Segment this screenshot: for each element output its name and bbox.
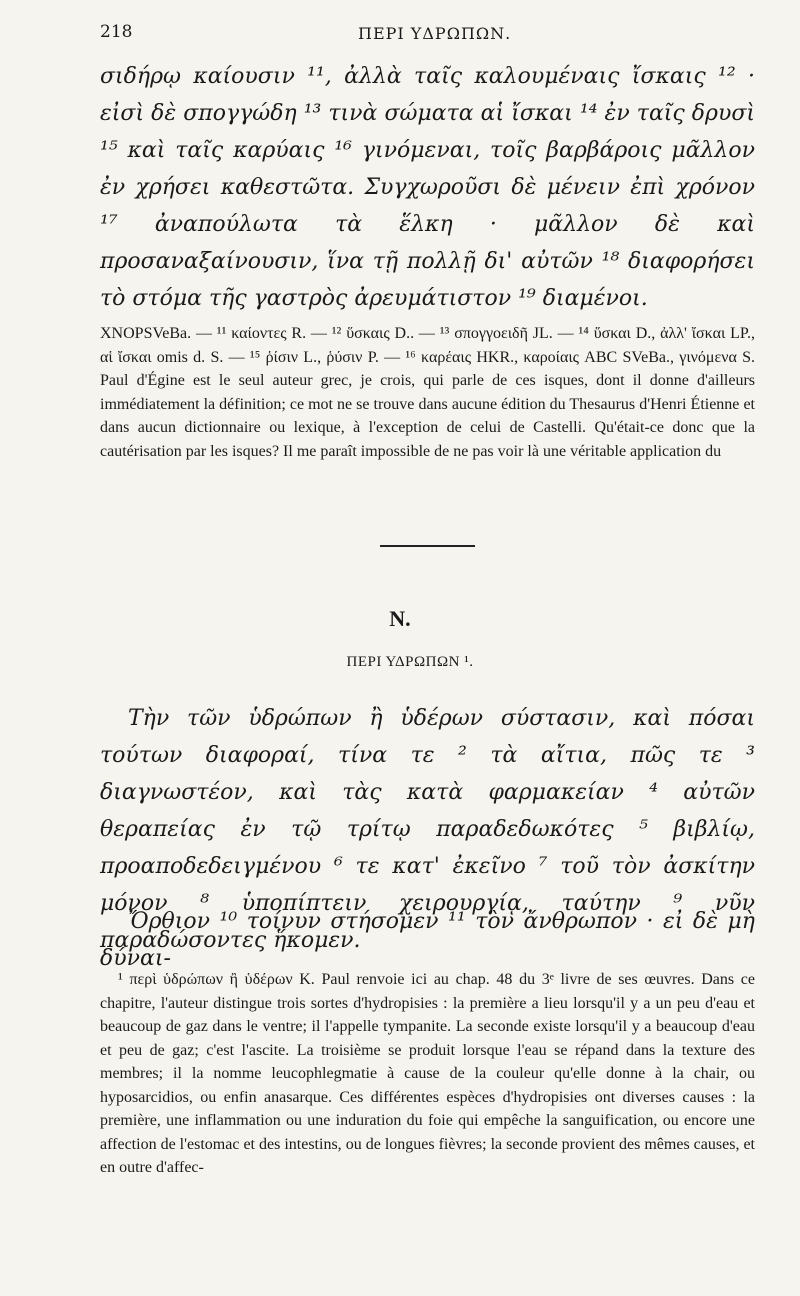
section-letter: N. <box>389 606 411 631</box>
footnote-1-text: ¹ περὶ ὑδρώπων ἢ ὑδέρων K. Paul renvoie ici au chap. 48 du 3ᵉ livre de ses œuvres. Dans ce chapitre, l'auteur distingue trois sortes d'hydropisies : la première a lieu lorsqu'il y a un peu d'eau et beaucoup de gaz dans le ventre; il l'appelle tympanite. La seconde existe lorsqu'il y a beaucoup d'eau et peu de gaz; c'est l'ascite. La troisième se produit lorsque l'eau se répand dans la texture des membres; il la nomme leucophlegmatie à cause de la couleur qu'elle donne à la chair, ou hyposarcidios, ou enfin anasarque. Ces différentes espèces d'hydropisies ont diverses causes : la première, une inflammation ou une induration du foie qui empêche la sanguification, ou encore une affection de l'estomac et des intestins, ou de longues fièvres; la seconde provient des mêmes causes, et en outre d'affec- <box>100 971 755 1176</box>
footnote-bottom <box>100 968 755 1180</box>
section-divider <box>380 545 475 547</box>
footnote-apparatus-top: XNOPSVeBa. — ¹¹ καίοντες R. — ¹² ὕσκαις D.. — ¹³ σπογγοειδῆ JL. — ¹⁴ ὕσκαι D., ἀλλ' ἴσκαι LP., αἱ ἴσκαι omis d. S. — ¹⁵ ῥίσιν L., ῥύσιν P. — ¹⁶ καρέαις HKR., καροίαις ABC SVeBa., γινόμενα S. Paul d'Égine est le seul auteur grec, je crois, qui parle de ces isques, dont il donne d'ailleurs immédiatement la définition; ce mot ne se trouve dans aucune édition du Thesaurus d'Henri Étienne et dans aucun dictionnaire ou lexique, à l'exception de celui de Castelli. Qu'était-ce donc que la cautérisation par les isques? Il me paraît impossible de ne pas voir là une véritable application du <box>100 325 755 460</box>
page-header <box>100 22 760 52</box>
greek-text-top: σιδήρῳ καίουσιν ¹¹, ἀλλὰ ταῖς καλουμέναις ἴσκαις ¹² · εἰσὶ δὲ σπογγώδη ¹³ τινὰ σώματα αἱ ἴσκαι ¹⁴ ἐν ταῖς δρυσὶ ¹⁵ καὶ ταῖς καρύαις ¹⁶ γινόμεναι, τοῖς βαρβάροις μᾶλλον ἐν χρήσει καθεστῶτα. Συγχωροῦσι δὲ μένειν ἐπὶ χρόνον ¹⁷ ἀναπούλωτα τὰ ἕλκη · μᾶλλον δὲ καὶ προσαναξαίνουσιν, ἵνα τῇ πολλῇ δι' αὐτῶν ¹⁸ διαφορήσει τὸ στόμα τῆς γαστρὸς ἀρευμάτιστον ¹⁹ διαμένοι. <box>100 64 755 311</box>
running-title: ΠΕΡΙ ΥΔΡΩΠΩΝ. <box>358 24 512 43</box>
greek-paragraph-2: Ὄρθιον ¹⁰ τοίνυν στήσομεν ¹¹ τὸν ἄνθρωπον · εἰ δὲ μὴ δύναι- <box>100 909 755 971</box>
page-number: 218 <box>100 22 133 42</box>
section-title: ΠΕΡΙ ΥΔΡΩΠΩΝ ¹. <box>346 654 474 670</box>
greek-paragraph-1: Τὴν τῶν ὑδρώπων ἢ ὑδέρων σύστασιν, καὶ πόσαι τούτων διαφοραί, τίνα τε ² τὰ αἴτια, πῶς τε ³ διαγνωστέον, καὶ τὰς κατὰ φαρμακείαν ⁴ αὐτῶν θεραπείας ἐν τῷ τρίτῳ παραδεδωκότες ⁵ βιβλίῳ, προαποδεδειγμένου ⁶ τε κατ' ἐκεῖνο ⁷ τοῦ τὸν ἀσκίτην μόνον ⁸ ὑποπίπτειν χειρουργίᾳ, ταύτην ⁹ νῦν παραδώσοντες ἥκομεν. <box>100 706 755 953</box>
greek-text-continuation <box>100 903 755 977</box>
